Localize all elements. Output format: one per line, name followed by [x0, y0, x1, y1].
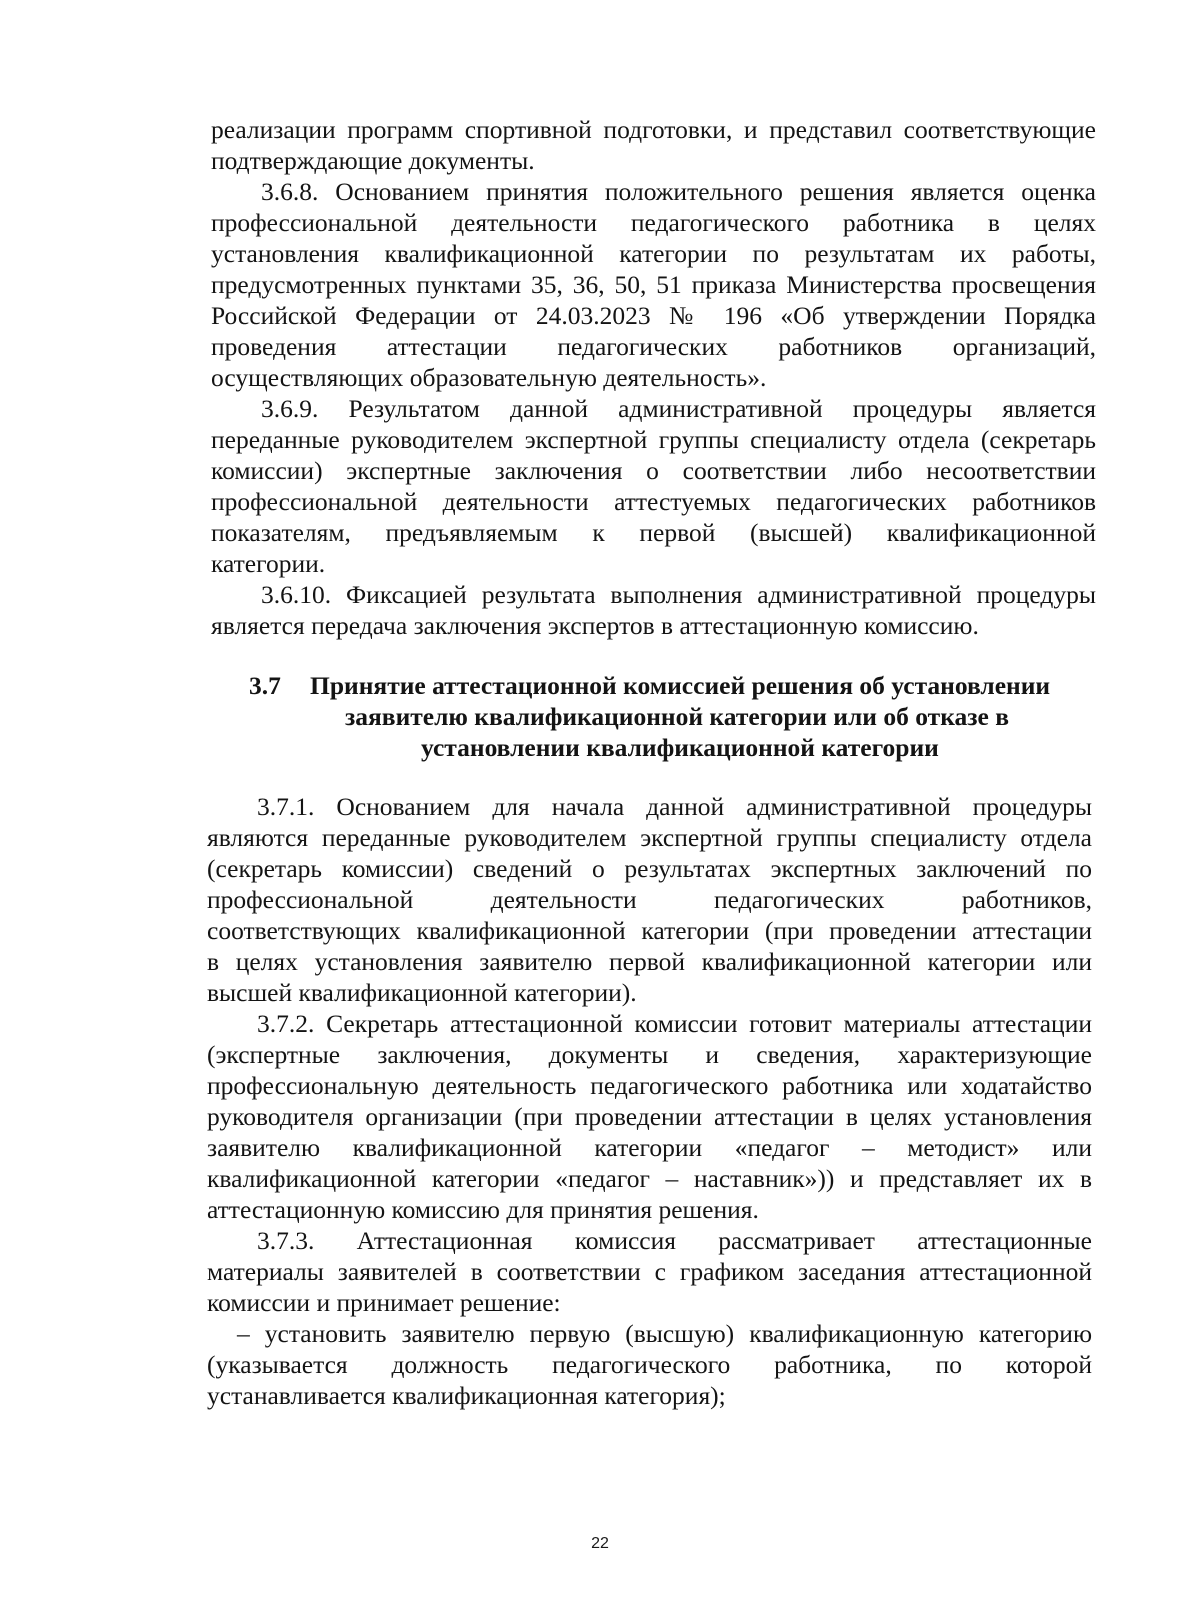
text-line: комиссии) экспертные заключения о соответствии либо несоответствии	[211, 456, 1096, 485]
text-line: материалы заявителей в соответствии с графиком заседания аттестационной	[207, 1257, 1092, 1286]
text-line: переданные руководителем экспертной группы специалисту отдела (секретарь	[211, 425, 1096, 454]
text-line: высшей квалификационной категории).	[207, 978, 637, 1007]
text-line: осуществляющих образовательную деятельность».	[211, 363, 767, 392]
text-line: профессиональной деятельности педагогических работников,	[207, 885, 1092, 914]
text-line: профессиональную деятельность педагогического работника или ходатайство	[207, 1071, 1092, 1100]
section-heading-line: установлении квалификационной категории	[421, 733, 939, 762]
text-line: категории.	[211, 549, 326, 578]
text-line: (секретарь комиссии) сведений о результатах экспертных заключений по	[207, 854, 1092, 883]
page-number: 22	[591, 1535, 609, 1552]
text-line: является передача заключения экспертов в аттестационную комиссию.	[211, 611, 979, 640]
text-line: являются переданные руководителем экспертной группы специалисту отдела	[207, 823, 1092, 852]
paragraph-start-line: 3.6.10. Фиксацией результата выполнения административной процедуры	[261, 580, 1096, 609]
text-line: соответствующих квалификационной категории (при проведении аттестации	[207, 916, 1092, 945]
text-line: (экспертные заключения, документы и сведения, характеризующие	[207, 1040, 1092, 1069]
text-line: Российской Федерации от 24.03.2023 № 196 «Об утверждении Порядка	[211, 301, 1096, 330]
text-line: реализации программ спортивной подготовки, и представил соответствующие	[211, 115, 1096, 144]
text-line: установления квалификационной категории по результатам их работы,	[211, 239, 1096, 268]
section-heading-line: заявителю квалификационной категории или об отказе в	[345, 702, 1009, 731]
paragraph-start-line: 3.7.3. Аттестационная комиссия рассматривает аттестационные	[257, 1226, 1092, 1255]
list-item-line: – установить заявителю первую (высшую) квалификационную категорию	[237, 1319, 1092, 1348]
text-line: руководителя организации (при проведении аттестации в целях установления	[207, 1102, 1092, 1131]
text-line: профессиональной деятельности педагогического работника в целях	[211, 208, 1096, 237]
text-line: в целях установления заявителю первой квалификационной категории или	[207, 947, 1092, 976]
paragraph-start-line: 3.6.8. Основанием принятия положительного решения является оценка	[261, 177, 1096, 206]
section-number: 3.7	[249, 671, 281, 700]
text-line: квалификационной категории «педагог – наставник»)) и представляет их в	[207, 1164, 1092, 1193]
text-line: устанавливается квалификационная категория);	[207, 1381, 726, 1410]
paragraph-start-line: 3.7.2. Секретарь аттестационной комиссии готовит материалы аттестации	[257, 1009, 1092, 1038]
text-line: подтверждающие документы.	[211, 146, 535, 175]
text-line: предусмотренных пунктами 35, 36, 50, 51 приказа Министерства просвещения	[211, 270, 1096, 299]
text-line: (указывается должность педагогического работника, по которой	[207, 1350, 1092, 1379]
paragraph-start-line: 3.6.9. Результатом данной административной процедуры является	[261, 394, 1096, 423]
text-line: комиссии и принимает решение:	[207, 1288, 561, 1317]
text-line: профессиональной деятельности аттестуемых педагогических работников	[211, 487, 1096, 516]
text-line: заявителю квалификационной категории «педагог – методист» или	[207, 1133, 1092, 1162]
text-line: показателям, предъявляемым к первой (высшей) квалификационной	[211, 518, 1096, 547]
text-line: проведения аттестации педагогических работников организаций,	[211, 332, 1096, 361]
paragraph-start-line: 3.7.1. Основанием для начала данной административной процедуры	[257, 792, 1092, 821]
text-line: аттестационную комиссию для принятия решения.	[207, 1195, 759, 1224]
section-heading-line: Принятие аттестационной комиссией решения об установлении	[310, 671, 1051, 700]
